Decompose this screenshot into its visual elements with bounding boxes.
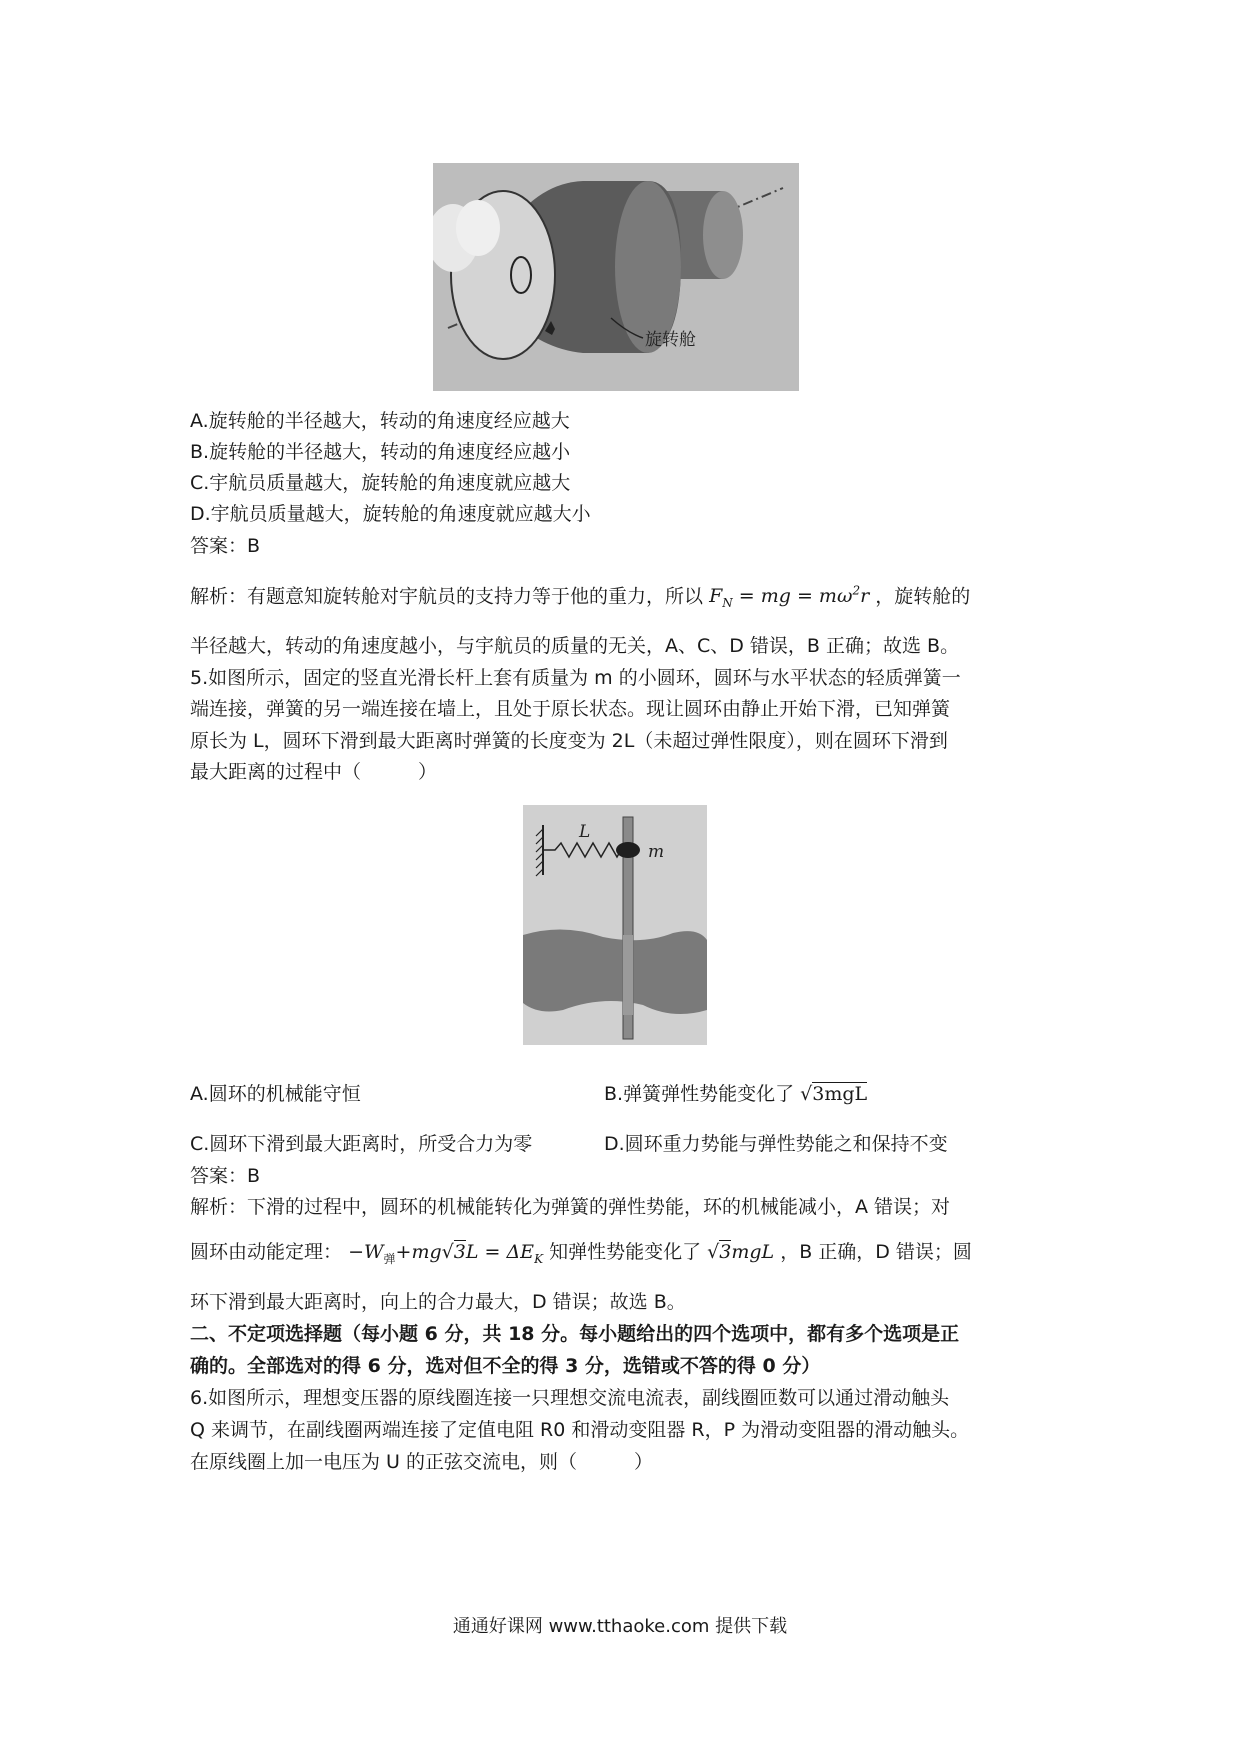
q4-analysis-line1 (190, 585, 970, 609)
q5-option-b-text: B.弹簧弹性势能变化了 (604, 1083, 795, 1105)
q5-stem-line1: 5.如图所示，固定的竖直光滑长杆上套有质量为 m 的小圆环，圆环与水平状态的轻质弹簧一 (190, 667, 961, 689)
q4-option-a: A.旋转舱的半径越大，转动的角速度经应越大 (190, 410, 570, 432)
q6-stem-line2: Q 来调节，在副线圈两端连接了定值电阻 R0 和滑动变阻器 R，P 为滑动变阻器的滑动触头。 (190, 1419, 970, 1441)
q5-option-b (604, 1085, 867, 1104)
section2-heading-line1: 二、不定项选择题（每小题 6 分，共 18 分。每小题给出的四个选项中，都有多个选项是正 (190, 1323, 960, 1345)
q5-stem-line2: 端连接，弹簧的另一端连接在墙上，且处于原长状态。现让圆环由静止开始下滑，已知弹簧 (190, 698, 951, 720)
q4-analysis-text-a: 解析：有题意知旋转舱对宇航员的支持力等于他的重力，所以 (190, 585, 704, 608)
rotating-cabin-figure (433, 163, 799, 391)
q6-stem-line3: 在原线圈上加一电压为 U 的正弦交流电，则（ ） (190, 1451, 653, 1473)
q5-option-d: D.圆环重力势能与弹性势能之和保持不变 (604, 1133, 948, 1155)
q5-formula-energy: $-W_弹+mg√3L = \Delta E_K$ (348, 1241, 544, 1266)
q5-answer: 答案：B (190, 1165, 261, 1187)
q4-option-b: B.旋转舱的半径越大，转动的角速度经应越小 (190, 441, 571, 463)
sqrt-icon: √ (800, 1083, 813, 1105)
q5-option-a: A.圆环的机械能守恒 (190, 1083, 361, 1105)
q4-analysis-text-b: ，旋转舱的 (875, 585, 971, 608)
spring-ring-illustration (523, 805, 707, 1045)
q4-option-c: C.宇航员质量越大，旋转舱的角速度就应越大 (190, 472, 571, 494)
q5-option-c: C.圆环下滑到最大距离时，所受合力为零 (190, 1133, 533, 1155)
q4-option-d: D.宇航员质量越大，旋转舱的角速度就应越大小 (190, 503, 591, 525)
q4-formula: $F_N$ = mg = $m\omega^2r$ (709, 584, 870, 611)
q5-analysis-text-c: ，B 正确，D 错误；圆 (780, 1241, 972, 1263)
spring-ring-figure (523, 805, 707, 1045)
cabin-label: 旋转舱 (645, 330, 696, 350)
q5-analysis-text-b: 知弹性势能变化了 (549, 1241, 702, 1263)
q5-analysis-line3: 环下滑到最大距离时，向上的合力最大，D 错误；故选 B。 (190, 1291, 686, 1313)
q4-analysis-line2: 半径越大，转动的角速度越小，与宇航员的质量的无关，A、C、D 错误，B 正确；故选 B。 (190, 635, 960, 657)
q5-analysis-text-a: 圆环由动能定理： (190, 1241, 343, 1263)
section2-heading-line2: 确的。全部选对的得 6 分，选对但不全的得 3 分，选错或不答的得 0 分） (190, 1355, 821, 1377)
q5-formula-result: √3mgL (707, 1241, 775, 1263)
q6-stem-line1: 6.如图所示，理想变压器的原线圈连接一只理想交流电流表，副线圈匝数可以通过滑动触头 (190, 1387, 950, 1409)
q5-analysis-line2 (190, 1243, 972, 1265)
spring-length-label: L (579, 822, 591, 842)
page-footer: 通通好课网 www.tthaoke.com 提供下载 (452, 1616, 788, 1637)
q4-answer: 答案：B (190, 535, 261, 557)
q5-stem-line4: 最大距离的过程中（ ） (190, 761, 438, 783)
ring-mass-label: m (648, 842, 665, 862)
q5-analysis-line1: 解析：下滑的过程中，圆环的机械能转化为弹簧的弹性势能，环的机械能减小，A 错误；对 (190, 1196, 951, 1218)
rotating-cabin-illustration (433, 163, 799, 391)
q5-option-b-value: 3mgL (812, 1083, 868, 1105)
q5-stem-line3: 原长为 L，圆环下滑到最大距离时弹簧的长度变为 2L（未超过弹性限度），则在圆环下滑到 (190, 730, 948, 752)
